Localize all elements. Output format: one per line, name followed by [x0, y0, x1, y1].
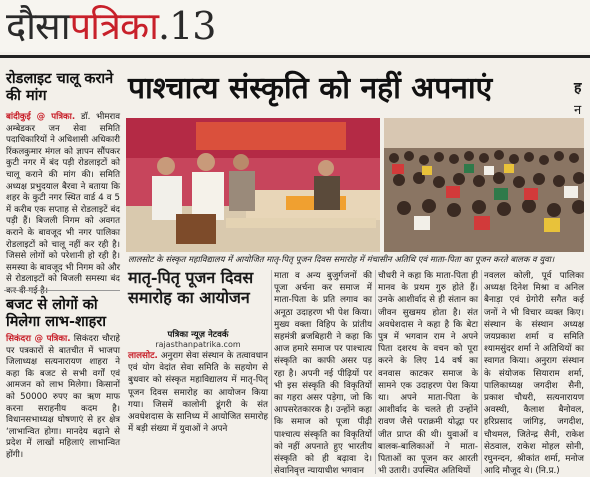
newspaper-title — [6, 4, 215, 48]
story-column-1 — [128, 350, 268, 435]
cropped-headline-fragment: ह — [574, 80, 582, 96]
story-headline-budget: बजट से लोगों को मिलेगा लाभ-शाहरा — [6, 296, 107, 330]
story-text: डॉ. भीमराव अम्बेडकर जन सेवा समिति पदाधिकारियों ने अधिशासी अधिकारी रिंकलकुमार मंगल को ज्ञापन सौंपकर कुटी नगर में बंद पड़ी रोडलाइटों को चालू कराने की मांग की। समिति अध्यक्ष प्रभुदयाल बैरवा ने बताया कि शहर के कुटी नगर स्थित वार्ड 4 व 5 में करीब एक सप्ताह से रोडलाइटें बंद पड़ी हैं। बिजली निगम को अवगत कराने के बावजूद भी नगर पालिका रोडलाइटों को चालू नहीं कर रही है। जिससे लोगों को परेशानी हो रही है। समस्या के बावजूद भी निगम को और से रोडलाइटों को बिजली समस्या बंद — [6, 112, 121, 285]
audience-photo-illustration — [384, 118, 584, 252]
masthead — [0, 0, 590, 52]
stage-photo — [126, 118, 380, 252]
story-text: अनुराग सेवा संस्थान के तत्वावधान एवं योग वेदांत सेवा समिति के सहयोग से बुधवार को संस्कृत महाविद्यालय में मातृ-पितृ पूजन दिवस समारोह का आयोजन किया गया। जिसमें कालोनी डूंगरी के संत अवधेशदास के सानिध्य में आयोजित समारोह में बड़ी संख्या में युवाओं ने अपने — [128, 351, 269, 435]
title-accent: पत्रिका — [69, 4, 158, 48]
story-column-3: चौधरी ने कहा कि माता-पिता ही मानव के प्रथम गुरु होते हैं। उनके आशीर्वाद से ही संतान का जीवन सुखमय होता है। संत अवधेशदास ने कहा है कि बेटा पुत्र में भगवान राम ने अपने पिता दशरथ के वचन को पूरा करने के लिए 14 वर्ष का वनवास काटकर समाज के सामने एक उदाहरण पेश किया था। अपने माता-पिता के आशीर्वाद के चलते ही उन्होंने रावण जैसे पराक्रमी योद्धा पर जीत प्राप्त की थी। युवाओं व बालक-बालिकाओं ने माता-पिताओं का पूजन कर आरती भी उतारी। उपस्थित अतिथियों — [378, 271, 478, 477]
audience-photo — [384, 118, 584, 252]
column-divider — [271, 270, 272, 474]
byline: पत्रिका न्यूज़ नेटवर्क — [167, 330, 229, 340]
story-text: सिकंदरा चौराहे पर पत्रकारों से बातचीत में भाजपा जिलाध्यक्ष सत्यनारायण शाहरा ने कहा कि बजट से सभी वर्गों एवं आमजन को लाभ मिलेगा। किसानों को 50000 रुपए का ऋण माफ करना सराहनीय कदम है। विधानसभाध्यक्ष घोषणाएं से हर क्षेत्र ‘लाभान्वित होगा। मानदेय बढ़ाने से प्रदेश में लाखों महिलाएं लाभान्वित होंगी। — [6, 334, 120, 460]
dateline: बांदीकुई @ पत्रिका. — [6, 112, 76, 122]
story-column-2: माता व अन्य बुजुर्गजनों की पूजा अर्चना कर समाज में माता-पिता के प्रति लगाव का अनूठा उदाहरण भी पेश किया। मुख्य वक्ता विहिप के प्रांतीय सहमंत्री ब्रजबिहारी ने कहा कि आज हमारे समाज पर पाश्चात्य संस्कृति का काफी असर पड़ रहा है। अपनी नई पीढ़ियों पर भी इस संस्कृति की विकृतियों का गहरा असर पड़ेगा, जो कि आपसरेतकारक है। उन्होंने कहा कि समाज को पूजा पीढ़ी पाश्चात्य संस्कृति का विकृतियों को नहीं अपनाते हुए भारतीय संस्कृति को ही बढ़ावा दे। सेवानिवृत्त न्यायाधीश भगवान — [274, 271, 372, 477]
dateline: लालसोट. — [128, 351, 158, 361]
photo-caption: लालसोट के संस्कृत महाविद्यालय में आयोजित मातृ-पितृ पूजन दिवस समारोह में मंचासीन अतिथि एवं माता-पिता का पूजन करते बालक व युवा। — [128, 254, 555, 264]
column-divider — [4, 290, 120, 291]
story-body-roadlight — [6, 112, 120, 298]
title-city: दौसा — [6, 4, 70, 48]
dateline: सिकंदरा @ पत्रिका. — [6, 334, 71, 344]
main-headline: पाश्चात्य संस्कृति को नहीं अपनाएं — [128, 71, 493, 106]
stage-photo-illustration — [126, 118, 380, 252]
byline-email: rajasthanpatrika.com — [155, 340, 241, 349]
masthead-rule — [0, 55, 590, 58]
story-byline-block — [128, 328, 268, 349]
story-column-4: नवलल कोली, पूर्व पालिका अध्यक्ष दिनेश मिश्रा व अनिल बैनाड़ा एवं ग्रेगोरी सगैत कई जनों ने भी विचार व्यक्त किए। संस्थान के संस्थान अध्यक्ष जयप्रकाश शर्मा व समिति श्यामसुंदर शर्मा ने अतिथियों का स्वागत किया। अनुराग संस्थान के संयोजक सियाराम शर्मा, पालिकाध्यक्ष जगदीश सैनी, प्रकाश चौधरी, सत्यनारायण अवस्थी, कैलाश बैनोवल, हरिप्रसाद जांगिड़, जगदीश, चौथमल, जितेन्द्र सैनी, राकेश सेठवाल, राकेश मोहल सोनी, रघुनन्दन, श्रीकांत शर्मा, मनोज आदि मौजूद थे। (नि.प्र.) — [484, 271, 584, 477]
column-divider — [375, 270, 376, 474]
cropped-text-fragment: न — [574, 103, 582, 118]
story-headline-roadlight: रोडलाइट चालू कराने की मांग — [6, 70, 114, 104]
story-body-budget — [6, 334, 120, 462]
column-divider — [481, 270, 482, 474]
page-number: .13 — [158, 4, 216, 48]
story-headline-puja: मातृ-पितृ पूजन दिवस समारोह का आयोजन — [128, 268, 254, 307]
